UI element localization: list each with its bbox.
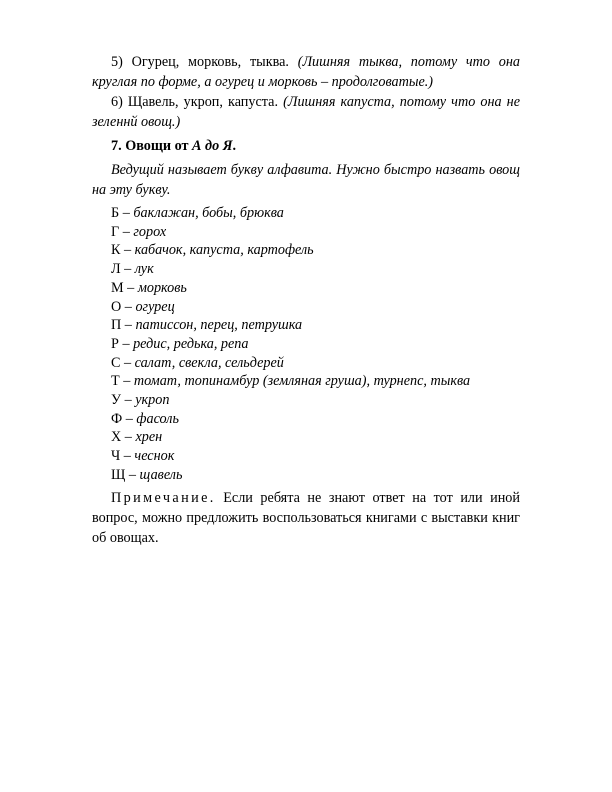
section-heading [92, 136, 520, 156]
dash: – [119, 223, 134, 240]
letter: Щ [111, 466, 126, 483]
vegetables: чеснок [134, 448, 175, 465]
item-number: 5) [111, 54, 123, 70]
list-item [92, 204, 520, 223]
letter: Л [111, 261, 121, 278]
vegetables: хрен [135, 429, 163, 446]
dash: – [125, 466, 140, 483]
vegetables: щавель [139, 466, 183, 483]
note-text: Если ребята не знают ответ на тот или иной вопрос, можно предложить воспользоваться книгами с выставки книг об овощах. [92, 489, 520, 546]
vegetables: лук [134, 261, 154, 278]
vegetables: горох [133, 223, 167, 240]
letter: Ч [111, 448, 121, 465]
letter: П [111, 317, 122, 334]
letter: Т [111, 373, 120, 390]
dash: – [121, 317, 136, 334]
dash: – [121, 429, 136, 446]
dash: – [121, 392, 136, 409]
list-item [92, 354, 520, 373]
vegetables: укроп [135, 392, 170, 409]
vegetables: томат, топинамбур (земляная груша), турнепс, тыква [133, 373, 471, 390]
letter: У [111, 392, 122, 409]
letter: Г [111, 223, 120, 240]
list-item [92, 391, 520, 410]
list-item [92, 223, 520, 242]
dash: – [120, 242, 135, 259]
letter: С [111, 354, 121, 371]
item-text: Щавель, укроп, капуста. [127, 94, 279, 110]
list-item [92, 279, 520, 298]
list-item [92, 260, 520, 279]
section-title-italic: А до Я [192, 138, 233, 154]
letter: Р [111, 335, 119, 352]
document-page [92, 52, 520, 548]
item-explanation: (Лишняя тыква, потому что она круглая по форме, а огурец и морковь – продолговатые.) [92, 54, 521, 90]
dash: – [122, 410, 137, 427]
list-item [92, 447, 520, 466]
dash: – [119, 205, 134, 221]
letter: О [111, 298, 122, 315]
item-5 [92, 52, 520, 92]
vegetables: баклажан, бобы, брюква [133, 205, 284, 221]
vegetables: редис, редька, репа [133, 335, 249, 352]
dash: – [118, 335, 134, 352]
letter: Б [111, 205, 120, 221]
section-title-bold: 7. Овощи от [111, 138, 193, 154]
letter: Х [111, 429, 122, 446]
vegetables: морковь [137, 279, 187, 296]
list-item [92, 335, 520, 354]
dash: – [121, 298, 136, 315]
list-item [92, 410, 520, 429]
section-intro: Ведущий называет букву алфавита. Нужно быстро назвать овощ на эту букву. [92, 162, 520, 198]
vegetables: кабачок, капуста, картофель [134, 242, 314, 259]
letter-list [92, 204, 520, 485]
list-item [92, 466, 520, 485]
item-text: Огурец, морковь, тыква. [131, 54, 289, 70]
note-paragraph [92, 488, 520, 548]
vegetables: огурец [135, 298, 175, 315]
dash: – [120, 261, 135, 278]
note-label: Примечание. [111, 489, 216, 506]
dash: – [120, 354, 135, 371]
item-explanation: (Лишняя капуста, потому что она не зеленнй овощ.) [92, 94, 521, 130]
letter: К [111, 242, 121, 259]
item-6 [92, 92, 520, 132]
dash: – [119, 373, 134, 390]
dash: – [123, 279, 138, 296]
dash: – [120, 448, 135, 465]
section-title-end: . [232, 138, 237, 154]
list-item [92, 241, 520, 260]
vegetables: салат, свекла, сельдерей [134, 354, 284, 371]
letter: Ф [111, 410, 123, 427]
list-item [92, 316, 520, 335]
vegetables: патиссон, перец, петрушка [135, 317, 303, 334]
list-item [92, 428, 520, 447]
item-number: 6) [111, 94, 123, 110]
list-item [92, 298, 520, 317]
vegetables: фасоль [136, 410, 179, 427]
list-item [92, 372, 520, 391]
letter: М [111, 279, 124, 296]
